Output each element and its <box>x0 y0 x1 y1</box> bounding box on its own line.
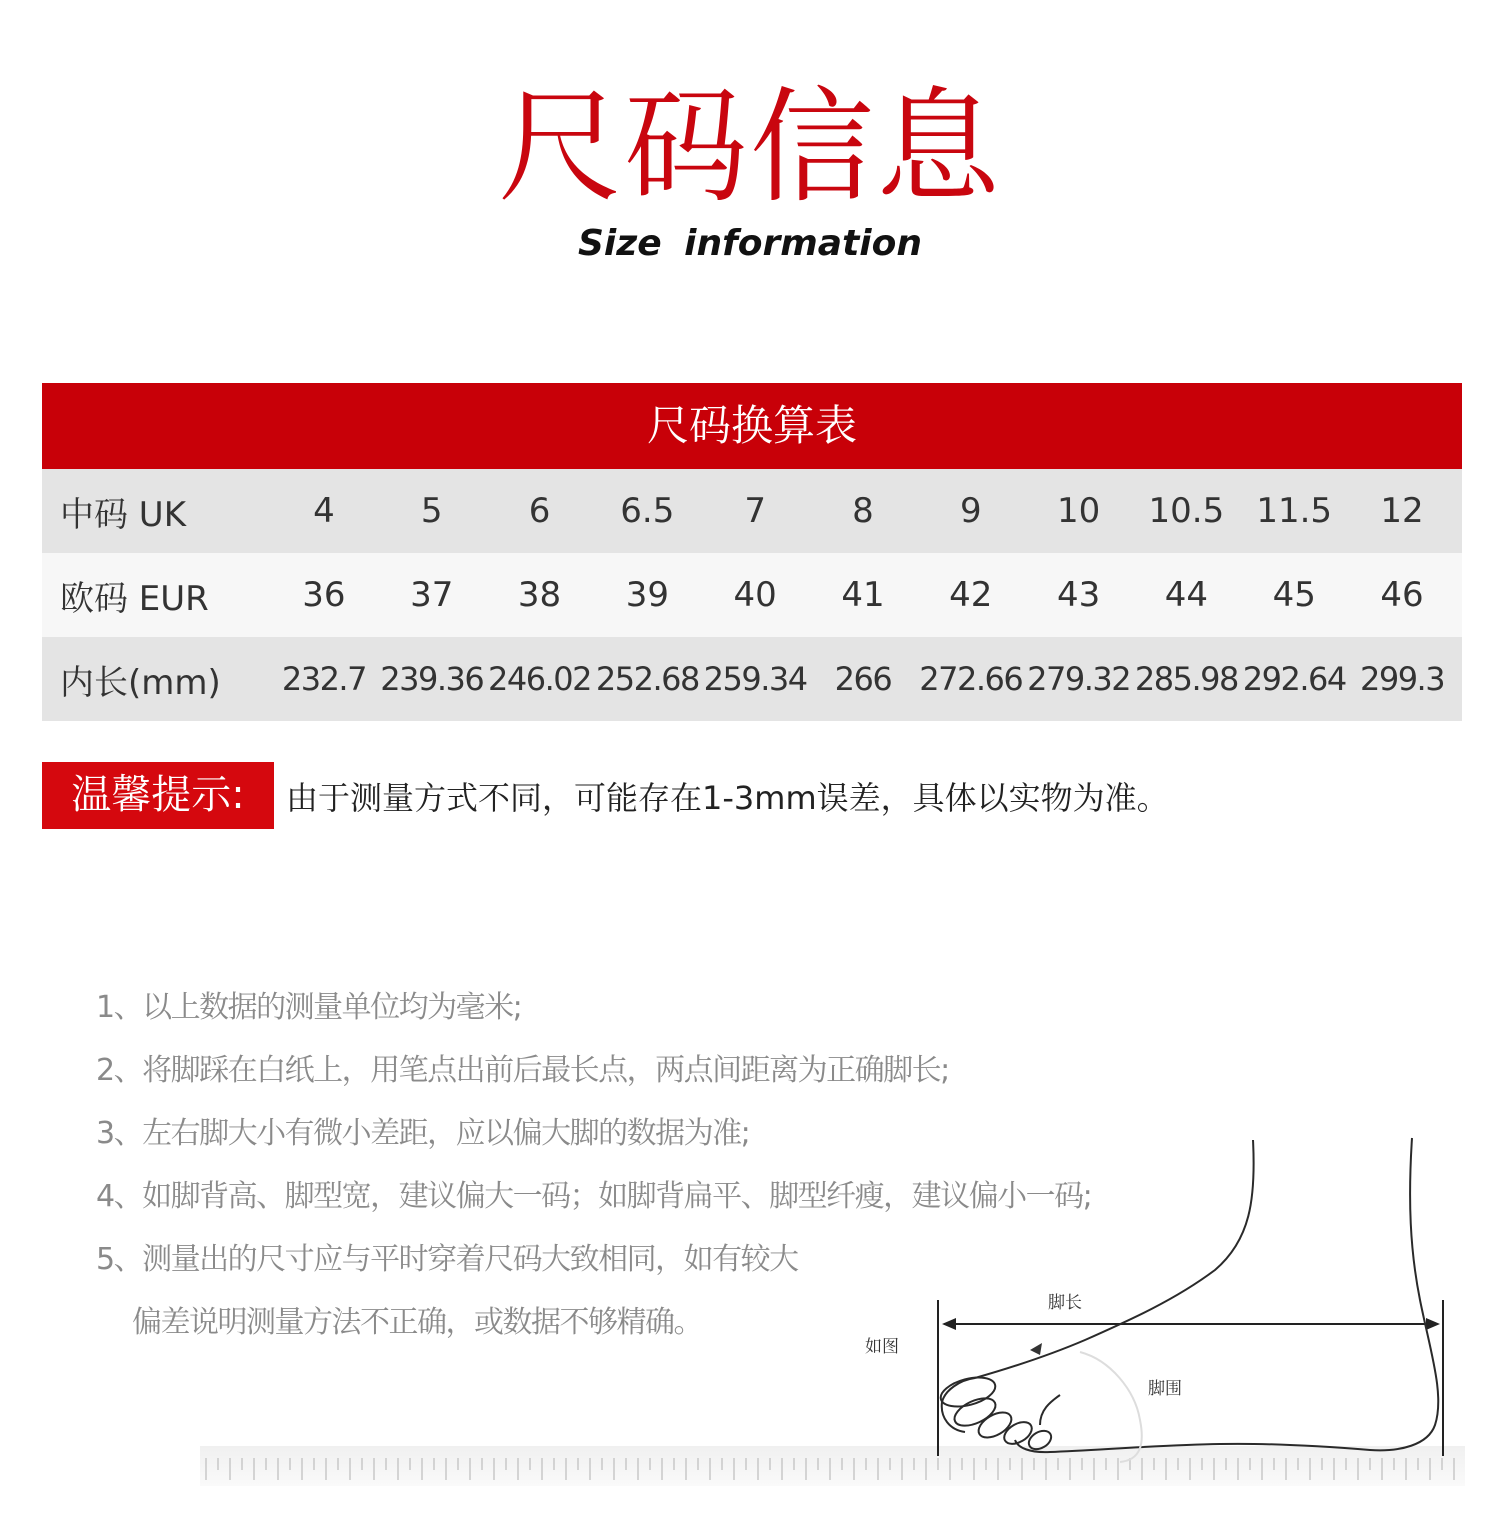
table-cell: 40 <box>733 575 777 615</box>
ruler-background <box>200 1446 1465 1486</box>
note-item: 偏差说明测量方法不正确，或数据不够精确。 <box>132 1305 702 1340</box>
table-cell: 8 <box>852 491 874 531</box>
table-cell: 42 <box>949 575 993 615</box>
table-cell: 4 <box>313 491 335 531</box>
table-cell: 272.66 <box>919 660 1023 698</box>
table-cell: 246.02 <box>488 660 592 698</box>
row-values <box>270 491 1462 531</box>
note-item: 4、如脚背高、脚型宽，建议偏大一码；如脚背扁平、脚型纤瘦，建议偏小一码; <box>96 1179 1092 1214</box>
measurement-notes <box>96 976 1091 1354</box>
page-title: 尺码信息 <box>497 76 1002 220</box>
table-cell: 9 <box>959 491 982 531</box>
arrow-right-icon <box>1426 1318 1440 1330</box>
row-values <box>270 575 1462 615</box>
size-table-title: 尺码换算表 <box>42 383 1462 469</box>
foot-length-label: 脚长 <box>1048 1293 1082 1313</box>
table-cell: 38 <box>517 575 562 615</box>
note-item: 2、将脚踩在白纸上，用笔点出前后最长点，两点间距离为正确脚长; <box>96 1053 949 1088</box>
table-cell: 285.98 <box>1134 660 1238 698</box>
table-cell: 239.36 <box>380 660 484 698</box>
table-cell: 36 <box>302 575 346 615</box>
table-cell: 299.3 <box>1359 660 1445 698</box>
table-cell: 7 <box>744 491 766 531</box>
table-cell: 39 <box>625 575 669 615</box>
table-row-inner-length <box>42 637 1462 721</box>
table-cell: 41 <box>841 575 885 615</box>
row-values <box>270 660 1462 698</box>
row-label: 内长(mm) <box>60 662 221 703</box>
table-cell: 232.7 <box>281 660 366 698</box>
row-label: 中码 UK <box>60 494 186 535</box>
row-label: 欧码 EUR <box>60 578 209 619</box>
table-row-eur <box>42 553 1462 637</box>
table-cell: 37 <box>410 575 454 615</box>
table-cell: 279.32 <box>1027 660 1131 698</box>
table-cell: 46 <box>1380 575 1424 615</box>
tip-text: 由于测量方式不同，可能存在1-3mm误差，具体以实物为准。 <box>286 779 1169 817</box>
size-table <box>42 383 1462 721</box>
as-shown-label: 如图 <box>865 1337 899 1357</box>
note-item: 3、左右脚大小有微小差距，应以偏大脚的数据为准; <box>96 1116 750 1151</box>
table-cell: 10 <box>1056 491 1101 531</box>
table-row-uk <box>42 469 1462 553</box>
tip-label: 温馨提示: <box>42 762 274 829</box>
table-cell: 6.5 <box>620 491 675 531</box>
page-subtitle: Size information <box>577 223 922 264</box>
table-cell: 266 <box>834 660 892 698</box>
table-cell: 45 <box>1272 575 1316 615</box>
table-cell: 292.64 <box>1242 660 1346 698</box>
table-cell: 43 <box>1056 575 1101 615</box>
table-cell: 12 <box>1380 491 1424 531</box>
table-cell: 5 <box>420 491 443 531</box>
table-cell: 10.5 <box>1148 491 1225 531</box>
table-cell: 44 <box>1164 575 1209 615</box>
note-item: 1、以上数据的测量单位均为毫米; <box>96 990 522 1025</box>
table-cell: 252.68 <box>595 660 699 698</box>
table-cell: 11.5 <box>1256 491 1333 531</box>
table-cell: 6 <box>528 491 551 531</box>
foot-girth-label: 脚围 <box>1148 1379 1182 1399</box>
table-cell: 259.34 <box>703 660 807 698</box>
note-item: 5、测量出的尺寸应与平时穿着尺码大致相同，如有较大 <box>96 1242 798 1277</box>
